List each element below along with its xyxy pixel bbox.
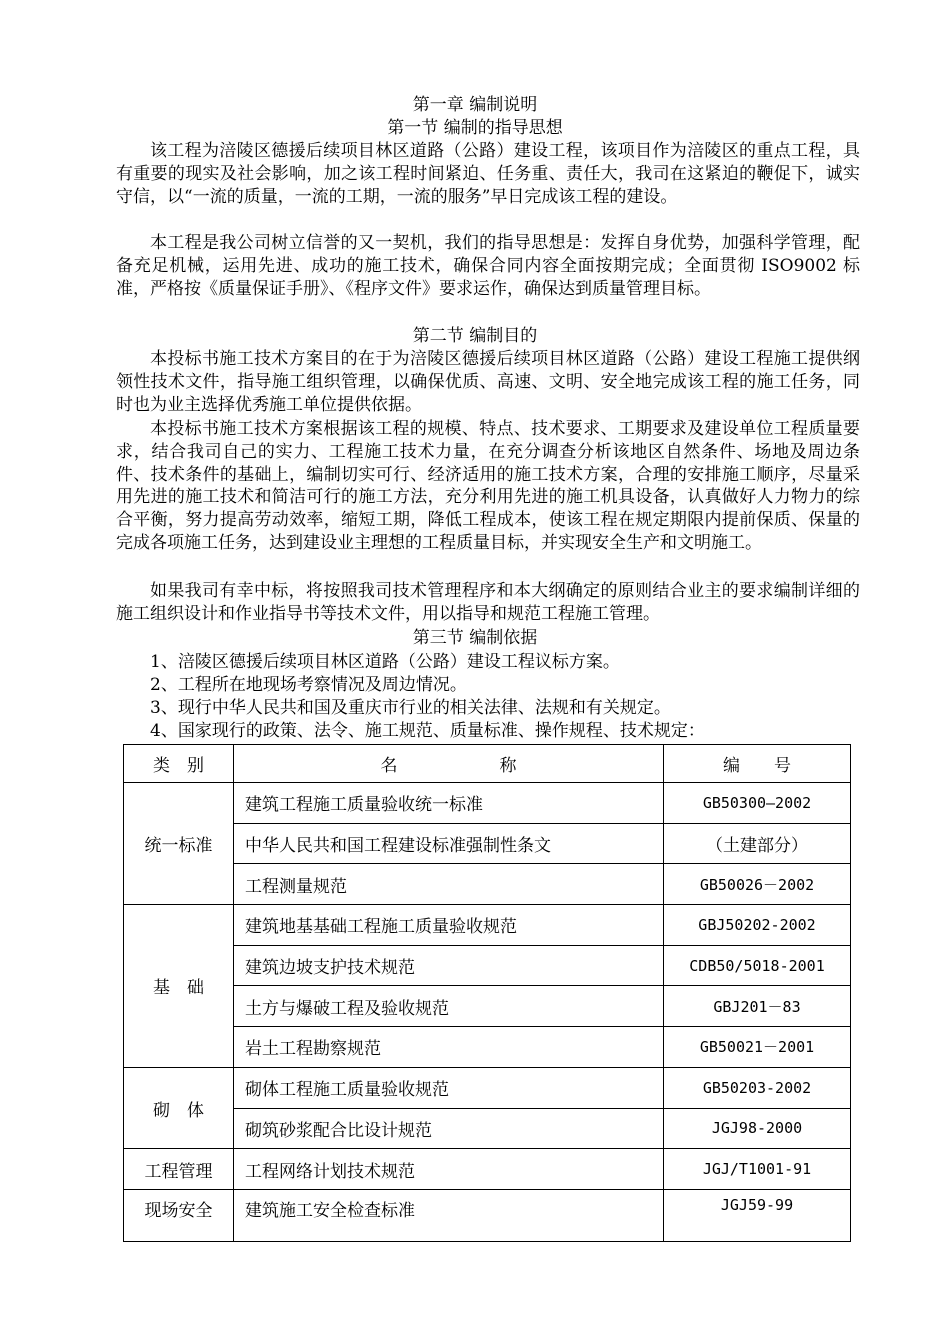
standard-code: JGJ59-99 — [664, 1189, 851, 1241]
table-row — [124, 1108, 851, 1149]
table-row — [124, 783, 851, 824]
standard-name: 砌筑砂浆配合比设计规范 — [234, 1108, 664, 1149]
basis-item-2: 2、工程所在地现场考察情况及周边情况。 — [150, 675, 467, 695]
standard-code: （土建部分） — [664, 823, 851, 864]
section-1-paragraph-1: 该工程为涪陵区德援后续项目林区道路（公路）建设工程，该项目作为涪陵区的重点工程，具有重要的现实及社会影响，加之该工程时间紧迫、任务重、责任大，我司在这紧迫的鞭促下，诚实守信，以“一流的质量，一流的工期，一流的服务”早日完成该工程的建设。 — [116, 141, 860, 207]
header-category: 类 别 — [124, 745, 234, 783]
standard-code: GB50203-2002 — [664, 1067, 851, 1108]
standard-code: GBJ50202-2002 — [664, 905, 851, 946]
standard-name: 土方与爆破工程及验收规范 — [234, 986, 664, 1027]
chapter-title: 第一章 编制说明 — [412, 95, 538, 115]
category-cell: 基 础 — [124, 905, 234, 1068]
table-row — [124, 945, 851, 986]
basis-item-3: 3、现行中华人民共和国及重庆市行业的相关法律、法规和有关规定。 — [150, 698, 671, 718]
standard-code: GB50021－2001 — [664, 1027, 851, 1068]
section-2-paragraph-3: 如果我司有幸中标，将按照我司技术管理程序和本大纲确定的原则结合业主的要求编制详细的施工组织设计和作业指导书等技术文件，用以指导和规范工程施工管理。 — [116, 581, 860, 624]
standard-code: GB50300—2002 — [664, 783, 851, 824]
table-row — [124, 986, 851, 1027]
standard-code: JGJ98-2000 — [664, 1108, 851, 1149]
standard-code: JGJ/T1001-91 — [664, 1149, 851, 1190]
section-1-title: 第一节 编制的指导思想 — [387, 118, 563, 138]
table-row — [124, 1149, 851, 1190]
basis-item-4: 4、国家现行的政策、法令、施工规范、质量标准、操作规程、技术规定： — [150, 721, 705, 741]
section-3-title: 第三节 编制依据 — [412, 628, 538, 648]
standard-name: 中华人民共和国工程建设标准强制性条文 — [234, 823, 664, 864]
section-1-paragraph-2: 本工程是我公司树立信誉的又一契机，我们的指导思想是：发挥自身优势，加强科学管理，配备充足机械，运用先进、成功的施工技术，确保合同内容全面按期完成；全面贯彻 ISO9002 标准，严格按《质量保证手册》、《程序文件》要求运作，确保达到质量管理目标。 — [116, 233, 860, 299]
table-header-row — [124, 745, 851, 783]
category-cell: 砌 体 — [124, 1067, 234, 1148]
category-cell: 统一标准 — [124, 783, 234, 905]
standard-name: 建筑工程施工质量验收统一标准 — [234, 783, 664, 824]
table-row — [124, 1067, 851, 1108]
table-row — [124, 1189, 851, 1241]
table-row — [124, 1027, 851, 1068]
standard-code: CDB50/5018-2001 — [664, 945, 851, 986]
standard-name: 建筑地基基础工程施工质量验收规范 — [234, 905, 664, 946]
table-row — [124, 823, 851, 864]
category-cell: 现场安全 — [124, 1189, 234, 1241]
header-code: 编 号 — [664, 745, 851, 783]
standard-code: GB50026－2002 — [664, 864, 851, 905]
header-name: 名 称 — [234, 745, 664, 783]
standard-name: 岩土工程勘察规范 — [234, 1027, 664, 1068]
standard-name: 工程网络计划技术规范 — [234, 1149, 664, 1190]
section-2-paragraph-2: 本投标书施工技术方案根据该工程的规模、特点、技术要求、工期要求及建设单位工程质量要求，结合我司自己的实力、工程施工技术力量，在充分调查分析该地区自然条件、场地及周边条件、技术条件的基础上，编制切实可行、经济适用的施工技术方案，合理的安排施工顺序，尽量采用先进的施工技术和简洁可行的施工方法，充分利用先进的施工机具设备，认真做好人力物力的综合平衡，努力提高劳动效率，缩短工期，降低工程成本，使该工程在规定期限内提前保质、保量的完成各项施工任务，达到建设业主理想的工程质量目标，并实现安全生产和文明施工。 — [116, 419, 860, 553]
standard-name: 建筑边坡支护技术规范 — [234, 945, 664, 986]
section-2-paragraph-1: 本投标书施工技术方案目的在于为涪陵区德援后续项目林区道路（公路）建设工程施工提供纲领性技术文件，指导施工组织管理，以确保优质、高速、文明、安全地完成该工程的施工任务，同时也为业主选择优秀施工单位提供依据。 — [116, 349, 860, 415]
section-2-title: 第二节 编制目的 — [412, 326, 538, 346]
basis-item-1: 1、涪陵区德援后续项目林区道路（公路）建设工程议标方案。 — [150, 652, 620, 672]
table-row — [124, 905, 851, 946]
category-cell: 工程管理 — [124, 1149, 234, 1190]
standard-name: 建筑施工安全检查标准 — [234, 1189, 664, 1241]
standard-code: GBJ201－83 — [664, 986, 851, 1027]
table-row — [124, 864, 851, 905]
standard-name: 砌体工程施工质量验收规范 — [234, 1067, 664, 1108]
standards-table — [123, 744, 851, 1242]
standard-name: 工程测量规范 — [234, 864, 664, 905]
